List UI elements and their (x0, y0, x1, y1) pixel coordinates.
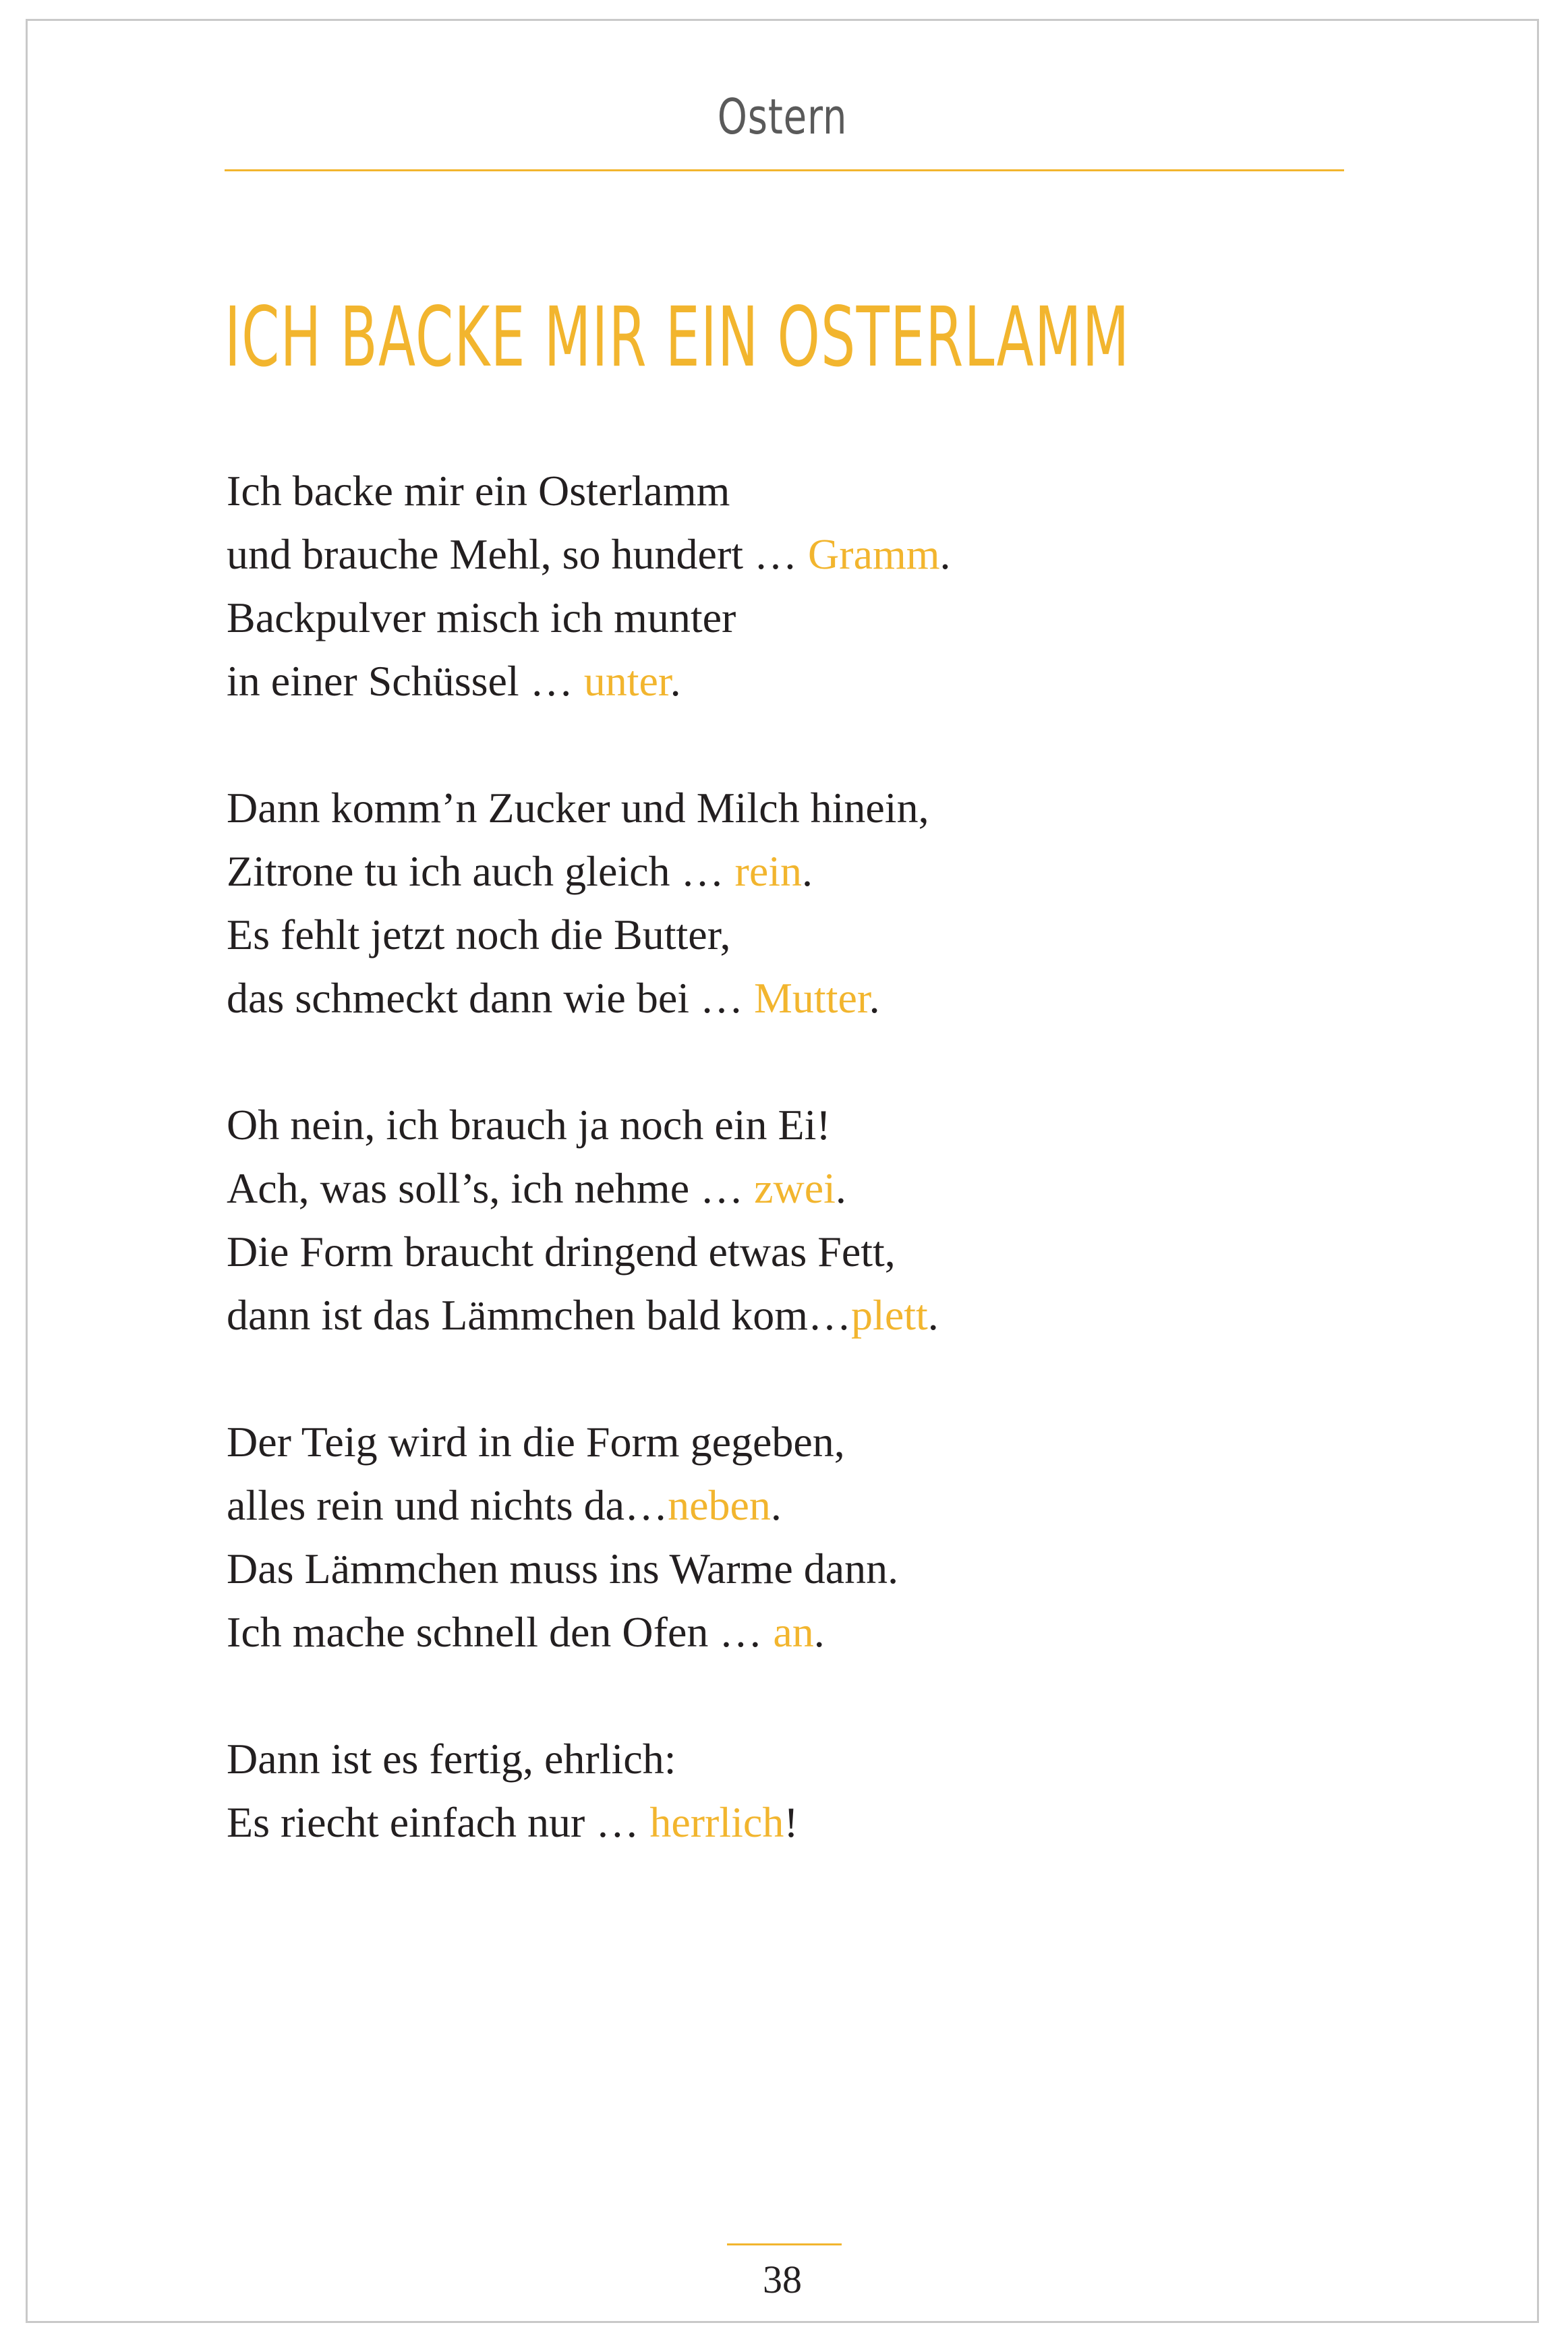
poem-line: Dann ist es fertig, ehrlich: (227, 1735, 676, 1783)
poem-line: und brauche Mehl, so hundert … Gramm. (227, 530, 951, 578)
poem-title: ICH BACKE MIR EIN OSTERLAMM (225, 289, 1130, 385)
poem-line: in einer Schüssel … unter. (227, 657, 681, 705)
poem-line: Das Lämmchen muss ins Warme dann. (227, 1545, 899, 1593)
poem-line: Der Teig wird in die Form gegeben, (227, 1418, 845, 1466)
chapter-header: Ostern (717, 88, 848, 145)
poem-body (227, 459, 1407, 1918)
poem-line: Ich mache schnell den Ofen … an. (227, 1608, 825, 1656)
poem-line: dann ist das Lämmchen bald kom…plett. (227, 1291, 939, 1339)
stanza (227, 1727, 1407, 1854)
poem-line: Zitrone tu ich auch gleich … rein. (227, 847, 813, 895)
poem-line: Es riecht einfach nur … herrlich! (227, 1798, 798, 1846)
rhyme-word: an (773, 1608, 814, 1656)
poem-line: Dann komm’n Zucker und Milch hinein, (227, 784, 929, 832)
rhyme-word: Gramm (808, 530, 940, 578)
footer-divider (727, 2243, 842, 2245)
rhyme-word: herrlich (649, 1798, 784, 1846)
poem-line: Ach, was soll’s, ich nehme … zwei. (227, 1164, 846, 1212)
poem-line: Oh nein, ich brauch ja noch ein Ei! (227, 1101, 831, 1149)
rhyme-word: Mutter (754, 974, 869, 1022)
header-divider (225, 169, 1344, 171)
poem-line: das schmeckt dann wie bei … Mutter. (227, 974, 880, 1022)
poem-line: Es fehlt jetzt noch die Butter, (227, 911, 731, 958)
stanza (227, 459, 1407, 713)
poem-line: Ich backe mir ein Osterlamm (227, 467, 730, 515)
rhyme-word: rein (734, 847, 803, 895)
poem-line: alles rein und nichts da…neben. (227, 1481, 782, 1529)
poem-line: Backpulver misch ich munter (227, 594, 736, 641)
stanza (227, 1093, 1407, 1347)
rhyme-word: zwei (754, 1164, 836, 1212)
stanza (227, 776, 1407, 1030)
rhyme-word: unter (583, 657, 670, 705)
rhyme-word: neben (668, 1481, 771, 1529)
book-page (26, 19, 1539, 2323)
page-number: 38 (763, 2258, 802, 2301)
stanza (227, 1410, 1407, 1664)
poem-line: Die Form braucht dringend etwas Fett, (227, 1228, 896, 1275)
rhyme-word: plett (851, 1291, 928, 1339)
